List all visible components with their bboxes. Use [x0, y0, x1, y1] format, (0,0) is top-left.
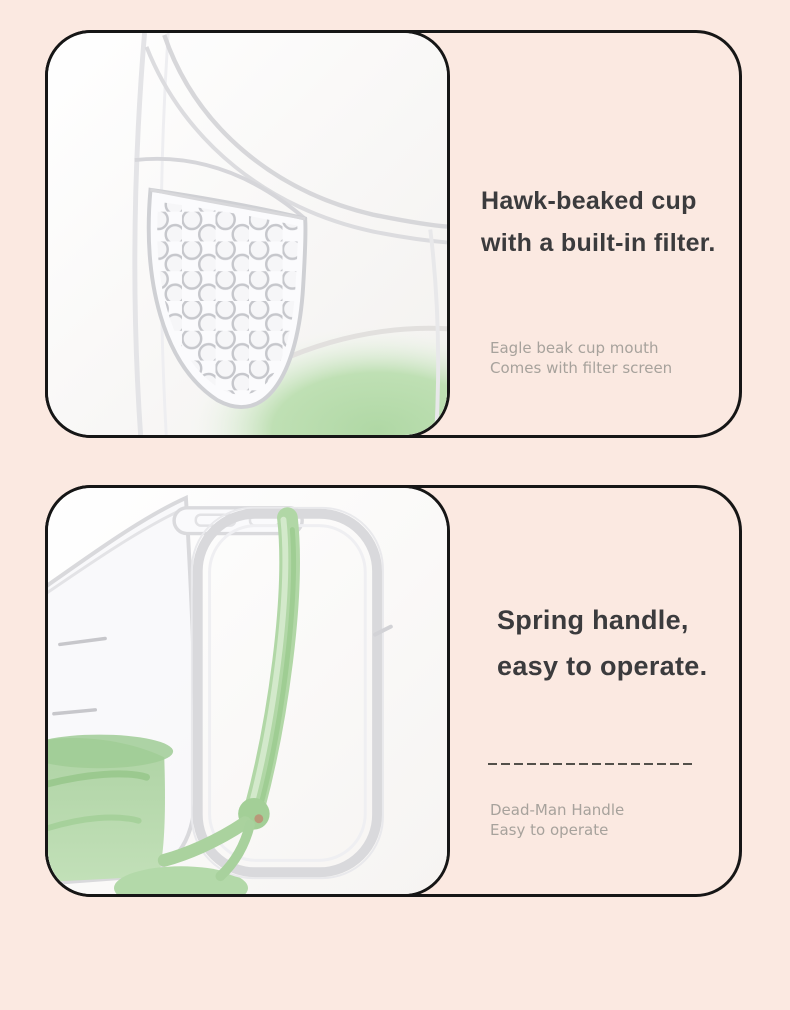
caption-line: Dead-Man Handle	[490, 801, 625, 819]
caption-line: Comes with filter screen	[490, 359, 673, 377]
dashed-divider	[488, 763, 693, 765]
feature-card-spring-handle	[45, 485, 742, 897]
product-photo-hawk-beak	[45, 30, 450, 438]
feature-heading-hawk-beak	[481, 180, 716, 264]
heading-line: Hawk-beaked cup	[481, 187, 697, 215]
heading-line: Spring handle,	[497, 605, 689, 635]
caption-line: Easy to operate	[490, 821, 609, 839]
feature-caption-spring-handle	[490, 800, 624, 840]
feature-caption-hawk-beak	[490, 338, 672, 378]
heading-line: easy to operate.	[497, 651, 708, 681]
heading-line: with a built-in filter.	[481, 229, 716, 257]
feature-card-hawk-beak	[45, 30, 742, 438]
feature-heading-spring-handle	[497, 597, 707, 689]
product-photo-spring-handle	[45, 485, 450, 897]
caption-line: Eagle beak cup mouth	[490, 339, 659, 357]
